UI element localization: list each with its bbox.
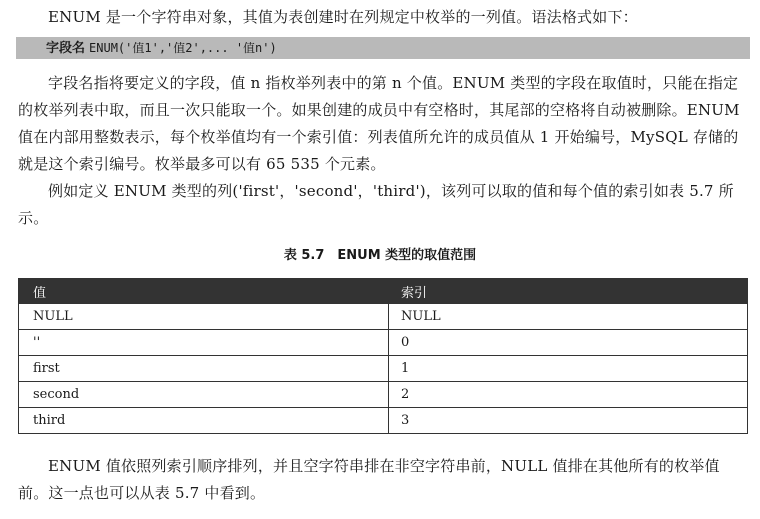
- header-value: 值: [19, 279, 389, 304]
- cell-value: NULL: [19, 304, 389, 330]
- example-paragraph: 例如定义 ENUM 类型的列('first'，'second'，'third')，该列可以取的值和每个值的索引如表 5.7 所示。: [18, 182, 734, 227]
- table-caption: 表 5.7 ENUM 类型的取值范围: [283, 248, 477, 263]
- cell-index: 1: [389, 356, 748, 382]
- enum-values-table: [18, 278, 748, 434]
- syntax-code: ENUM('值1','值2',... '值n'): [89, 41, 277, 55]
- cell-index: 0: [389, 330, 748, 356]
- cell-index: NULL: [389, 304, 748, 330]
- cell-value: '': [19, 330, 389, 356]
- syntax-field-label: 字段名: [46, 41, 86, 56]
- table-header-row: [19, 279, 748, 304]
- cell-index: 3: [389, 408, 748, 434]
- cell-value: third: [19, 408, 389, 434]
- table-row: [19, 356, 748, 382]
- table-row: [19, 382, 748, 408]
- intro-paragraph: ENUM 是一个字符串对象，其值为表创建时在列规定中枚举的一列值。语法格式如下：: [48, 8, 638, 26]
- cell-index: 2: [389, 382, 748, 408]
- table-row: [19, 408, 748, 434]
- explanation-paragraph: 字段名指将要定义的字段，值 n 指枚举列表中的第 n 个值。ENUM 类型的字段在取值时，只能在指定的枚举列表中取，而且一次只能取一个。如果创建的成员中有空格时，其尾部的空格将自动被删除。ENUM 值在内部用整数表示，每个枚举值均有一个索引值：列表值所允许的成员值从 1 开始编号，MySQL 存储的就是这个索引编号。枚举最多可以有 65 535 个元素。: [18, 74, 740, 173]
- cell-value: second: [19, 382, 389, 408]
- table-row: [19, 330, 748, 356]
- ordering-paragraph: ENUM 值依照列索引顺序排列，并且空字符串排在非空字符串前，NULL 值排在其他所有的枚举值前。这一点也可以从表 5.7 中看到。: [18, 457, 720, 502]
- table-row: [19, 304, 748, 330]
- cell-value: first: [19, 356, 389, 382]
- header-index: 索引: [389, 279, 748, 304]
- syntax-code-block: [16, 37, 750, 59]
